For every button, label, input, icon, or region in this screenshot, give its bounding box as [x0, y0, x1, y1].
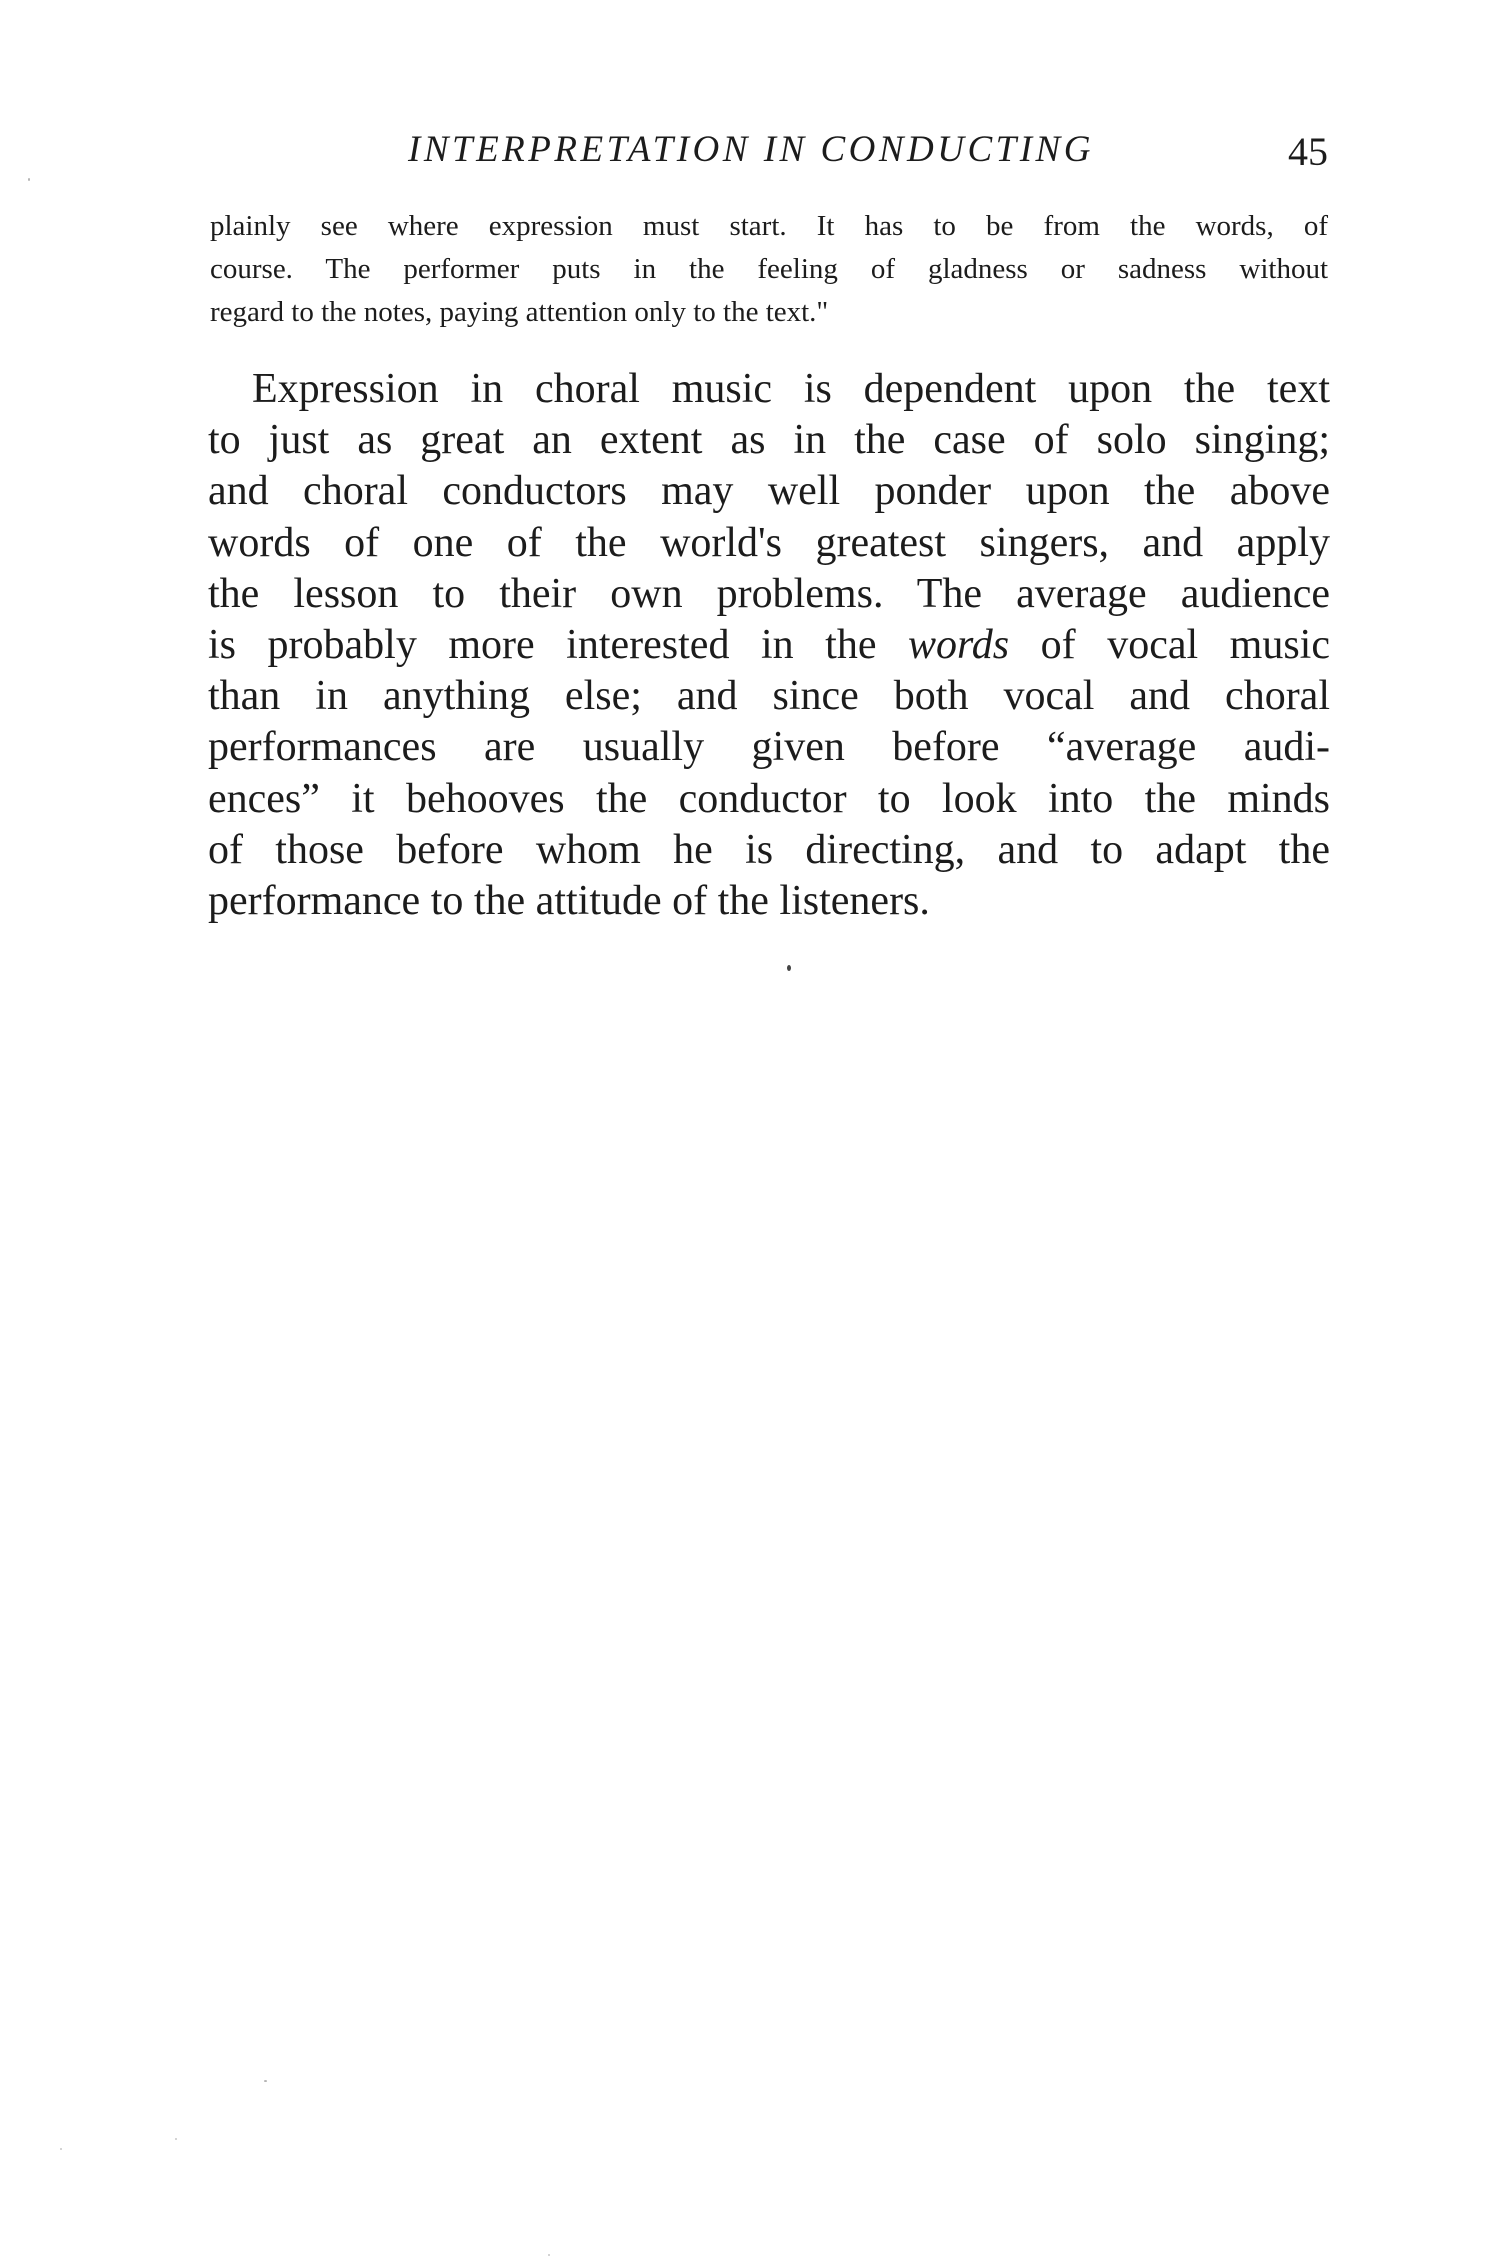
body-line: ences” it behooves the conductor to look into the minds	[208, 775, 1330, 822]
body-line: of those before whom he is directing, and to adapt the	[208, 826, 1330, 873]
body-line-with-emphasis	[208, 620, 1330, 671]
body-line: performances are usually given before “average audi-	[208, 724, 1330, 771]
body-line: and choral conductors may well ponder upon the above	[208, 468, 1330, 515]
body-paragraph	[208, 364, 1330, 927]
scan-speck	[60, 2148, 62, 2150]
body-line: performance to the attitude of the listeners.	[208, 878, 930, 925]
emphasized-word: words	[908, 622, 1010, 669]
quote-paragraph	[210, 205, 1328, 334]
body-text: is probably more interested in the	[208, 622, 908, 669]
body-line: the lesson to their own problems. The average audience	[208, 570, 1330, 617]
quote-line: course. The performer puts in the feeling of gladness or sadness without	[210, 253, 1328, 285]
scan-speck	[787, 965, 791, 971]
running-head	[208, 128, 1328, 178]
body-line: to just as great an extent as in the case of solo singing;	[208, 417, 1330, 464]
scan-speck	[28, 178, 30, 181]
running-title: INTERPRETATION IN CONDUCTING	[408, 129, 1094, 170]
quote-line: plainly see where expression must start. It has to be from the words, of	[210, 210, 1328, 242]
scan-speck	[264, 2080, 267, 2082]
body-line: Expression in choral music is dependent upon the text	[252, 366, 1330, 412]
body-text: of vocal music	[1009, 622, 1330, 669]
quote-line: regard to the notes, paying attention only to the text."	[210, 296, 829, 328]
body-line: than in anything else; and since both vocal and choral	[208, 673, 1330, 720]
page-number: 45	[1288, 129, 1328, 174]
scan-speck	[175, 2138, 177, 2140]
body-line: words of one of the world's greatest singers, and apply	[208, 519, 1330, 566]
